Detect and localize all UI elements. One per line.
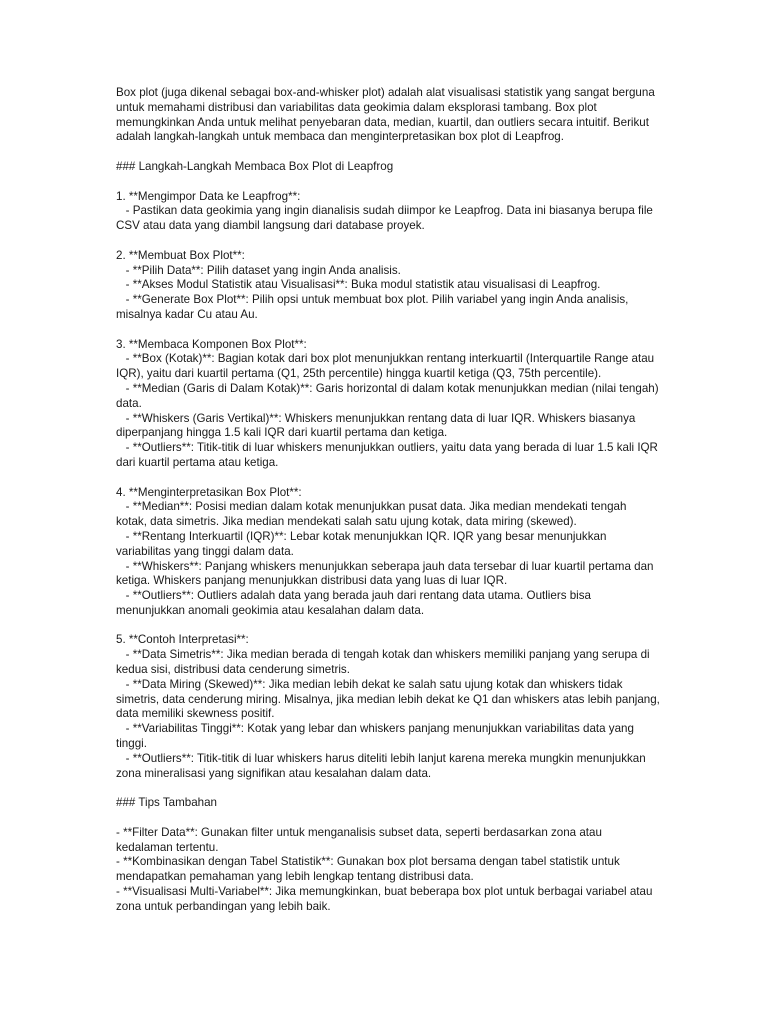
spacer	[116, 323, 660, 338]
step-5-item: - **Data Miring (Skewed)**: Jika median lebih dekat ke salah satu ujung kotak dan whiskers tidak simetris, data cenderung miring. Misalnya, jika median lebih dekat ke Q1 dan whiskers atas lebih panjang, data memiliki skewness positif.	[116, 677, 664, 721]
step-4-item: - **Whiskers**: Panjang whiskers menunjukkan seberapa jauh data tersebar di luar kuartil pertama dan ketiga. Whiskers panjang menunjukkan distribusi data yang luas di luar IQR.	[116, 559, 657, 588]
tip-item: - **Kombinasikan dengan Tabel Statistik**: Gunakan box plot bersama dengan tabel statistik untuk mendapatkan pemahaman yang lebih lengkap tentang distribusi data.	[116, 855, 624, 884]
step-4-item: - **Median**: Posisi median dalam kotak menunjukkan pusat data. Jika median mendekati tengah kotak, data simetris. Jika median mendekati salah satu ujung kotak, data miring (skewed).	[116, 500, 630, 529]
step-1-item: - Pastikan data geokimia yang ingin dianalisis sudah diimpor ke Leapfrog. Data ini biasanya berupa file CSV atau data yang diambil langsung dari database proyek.	[116, 204, 657, 233]
step-2-title: 2. **Membuat Box Plot**:	[116, 248, 245, 262]
tip-item: - **Visualisasi Multi-Variabel**: Jika memungkinkan, buat beberapa box plot untuk berbagai variabel atau zona untuk perbandingan yang lebih baik.	[116, 885, 656, 913]
tips-heading: ### Tips Tambahan	[116, 796, 217, 810]
step-5-item: - **Outliers**: Titik-titik di luar whiskers harus diteliti lebih lanjut karena mereka mungkin menunjukkan zona mineralisasi yang signifikan atau kesalahan dalam data.	[116, 751, 649, 780]
step-3-item: - **Whiskers (Garis Vertikal)**: Whiskers menunjukkan rentang data di luar IQR. Whiskers biasanya diperpanjang hingga 1.5 kali IQR dari kuartil pertama dan ketiga.	[116, 411, 639, 440]
step-3-item: - **Median (Garis di Dalam Kotak)**: Garis horizontal di dalam kotak menunjukkan median (nilai tengah) data.	[116, 381, 662, 410]
step-4-item: - **Outliers**: Outliers adalah data yang berada jauh dari rentang data utama. Outliers bisa menunjukkan anomali geokimia atau kesalahan dalam data.	[116, 589, 595, 617]
step-2-item: - **Generate Box Plot**: Pilih opsi untuk membuat box plot. Pilih variabel yang ingin Anda analisis, misalnya kadar Cu atau Au.	[116, 293, 632, 321]
step-4-title: 4. **Menginterpretasikan Box Plot**:	[116, 485, 302, 499]
step-3-item: - **Box (Kotak)**: Bagian kotak dari box plot menunjukkan rentang interkuartil (Interquartile Range atau IQR), yaitu dari kuartil pertama (Q1, 25th percentile) hingga kuartil ketiga (Q3, 75th percentile).	[116, 352, 658, 381]
spacer	[116, 145, 660, 160]
spacer	[116, 175, 660, 190]
spacer	[116, 781, 660, 796]
intro-paragraph: Box plot (juga dikenal sebagai box-and-whisker plot) adalah alat visualisasi statistik yang sangat berguna untuk memahami distribusi dan variabilitas data geokimia dalam eksplorasi tambang. Box plot memungkinkan Anda untuk melihat penyebaran data, median, kuartil, dan outliers secara intuitif. Berikut adalah langkah-langkah untuk membaca dan menginterpretasikan box plot di Leapfrog.	[116, 86, 659, 144]
section-heading: ### Langkah-Langkah Membaca Box Plot di Leapfrog	[116, 159, 394, 173]
spacer	[116, 471, 660, 486]
step-1-title: 1. **Mengimpor Data ke Leapfrog**:	[116, 189, 301, 203]
step-2-item: - **Akses Modul Statistik atau Visualisasi**: Buka modul statistik atau visualisasi di Leapfrog.	[116, 278, 601, 292]
document-body	[116, 86, 664, 915]
step-4-item: - **Rentang Interkuartil (IQR)**: Lebar kotak menunjukkan IQR. IQR yang besar menunjukkan variabilitas yang tinggi dalam data.	[116, 529, 610, 558]
step-5-title: 5. **Contoh Interpretasi**:	[116, 633, 249, 647]
tip-item: - **Filter Data**: Gunakan filter untuk menganalisis subset data, seperti berdasarkan zona atau kedalaman tertentu.	[116, 825, 606, 854]
spacer	[116, 234, 660, 249]
step-2-item: - **Pilih Data**: Pilih dataset yang ingin Anda analisis.	[116, 263, 401, 277]
spacer	[116, 811, 660, 826]
step-5-item: - **Data Simetris**: Jika median berada di tengah kotak dan whiskers memiliki panjang yang serupa di kedua sisi, distribusi data cenderung simetris.	[116, 648, 653, 677]
step-5-item: - **Variabilitas Tinggi**: Kotak yang lebar dan whiskers panjang menunjukkan variabilitas data yang tinggi.	[116, 722, 638, 751]
step-3-title: 3. **Membaca Komponen Box Plot**:	[116, 337, 307, 351]
spacer	[116, 619, 660, 634]
step-3-item: - **Outliers**: Titik-titik di luar whiskers menunjukkan outliers, yaitu data yang berada di luar 1.5 kali IQR dari kuartil pertama atau ketiga.	[116, 441, 662, 469]
